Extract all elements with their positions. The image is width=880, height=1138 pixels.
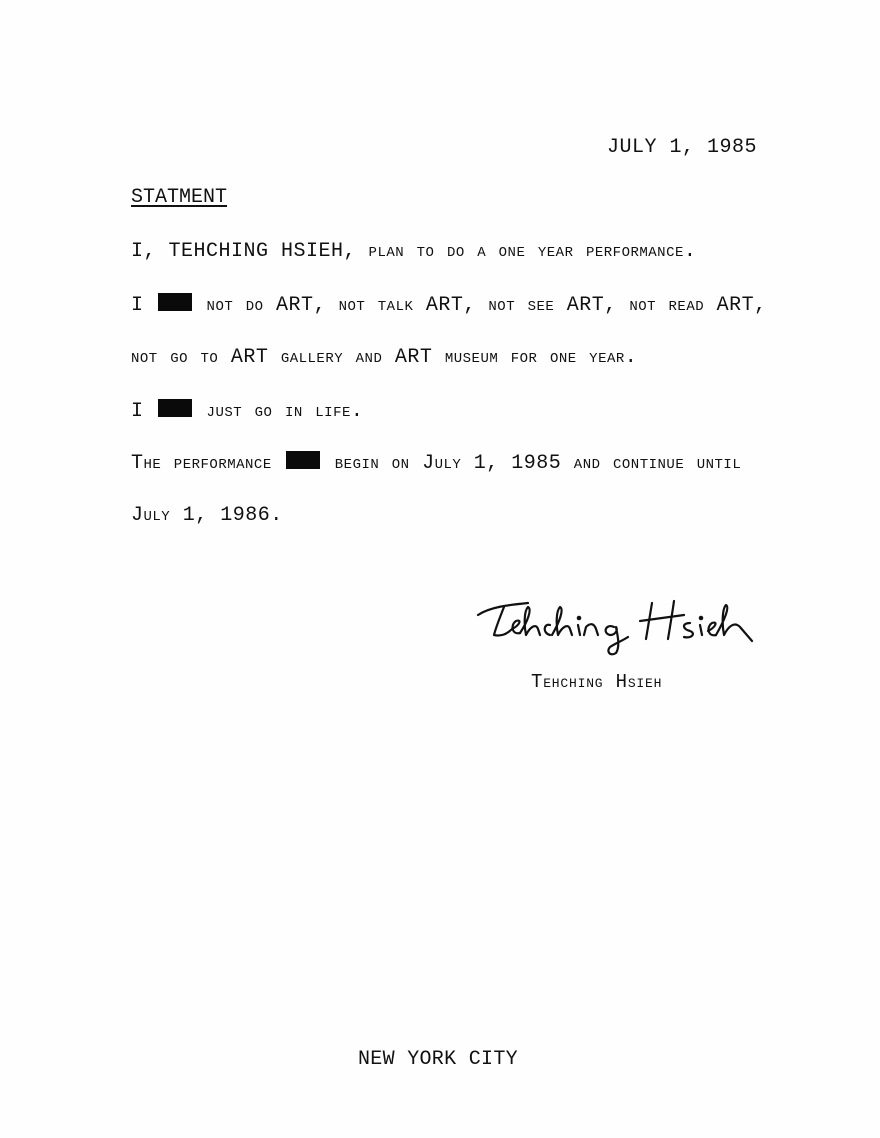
line-text: not do ART, not talk ART, not see ART, not read ART, — [206, 294, 767, 317]
redaction-bar — [158, 293, 192, 311]
line-text: begin on July 1, 1985 and continue until — [334, 452, 742, 475]
statement-line-6 — [131, 504, 283, 527]
statement-line-5 — [131, 451, 741, 475]
typed-name: Tehching Hsieh — [531, 671, 663, 693]
document-date: JULY 1, 1985 — [607, 136, 758, 159]
statement-line-1 — [131, 240, 696, 263]
line-text: I — [131, 400, 144, 423]
statement-line-4 — [131, 399, 363, 423]
redaction-bar — [286, 451, 320, 469]
statement-line-3 — [131, 346, 637, 369]
line-text: July 1, 1986. — [131, 504, 283, 527]
location-footer: NEW YORK CITY — [358, 1048, 518, 1071]
handwritten-signature — [470, 585, 760, 665]
statement-heading: STATMENT — [131, 186, 228, 209]
statement-line-2 — [131, 293, 767, 317]
line-text: I — [131, 294, 144, 317]
line-text: The performance — [131, 452, 272, 475]
line-text: just go in life. — [206, 400, 364, 423]
redaction-bar — [158, 399, 192, 417]
line-text: I, TEHCHING HSIEH, plan to do a one year performance. — [131, 240, 697, 263]
line-text: not go to ART gallery and ART museum for one year. — [131, 346, 638, 369]
